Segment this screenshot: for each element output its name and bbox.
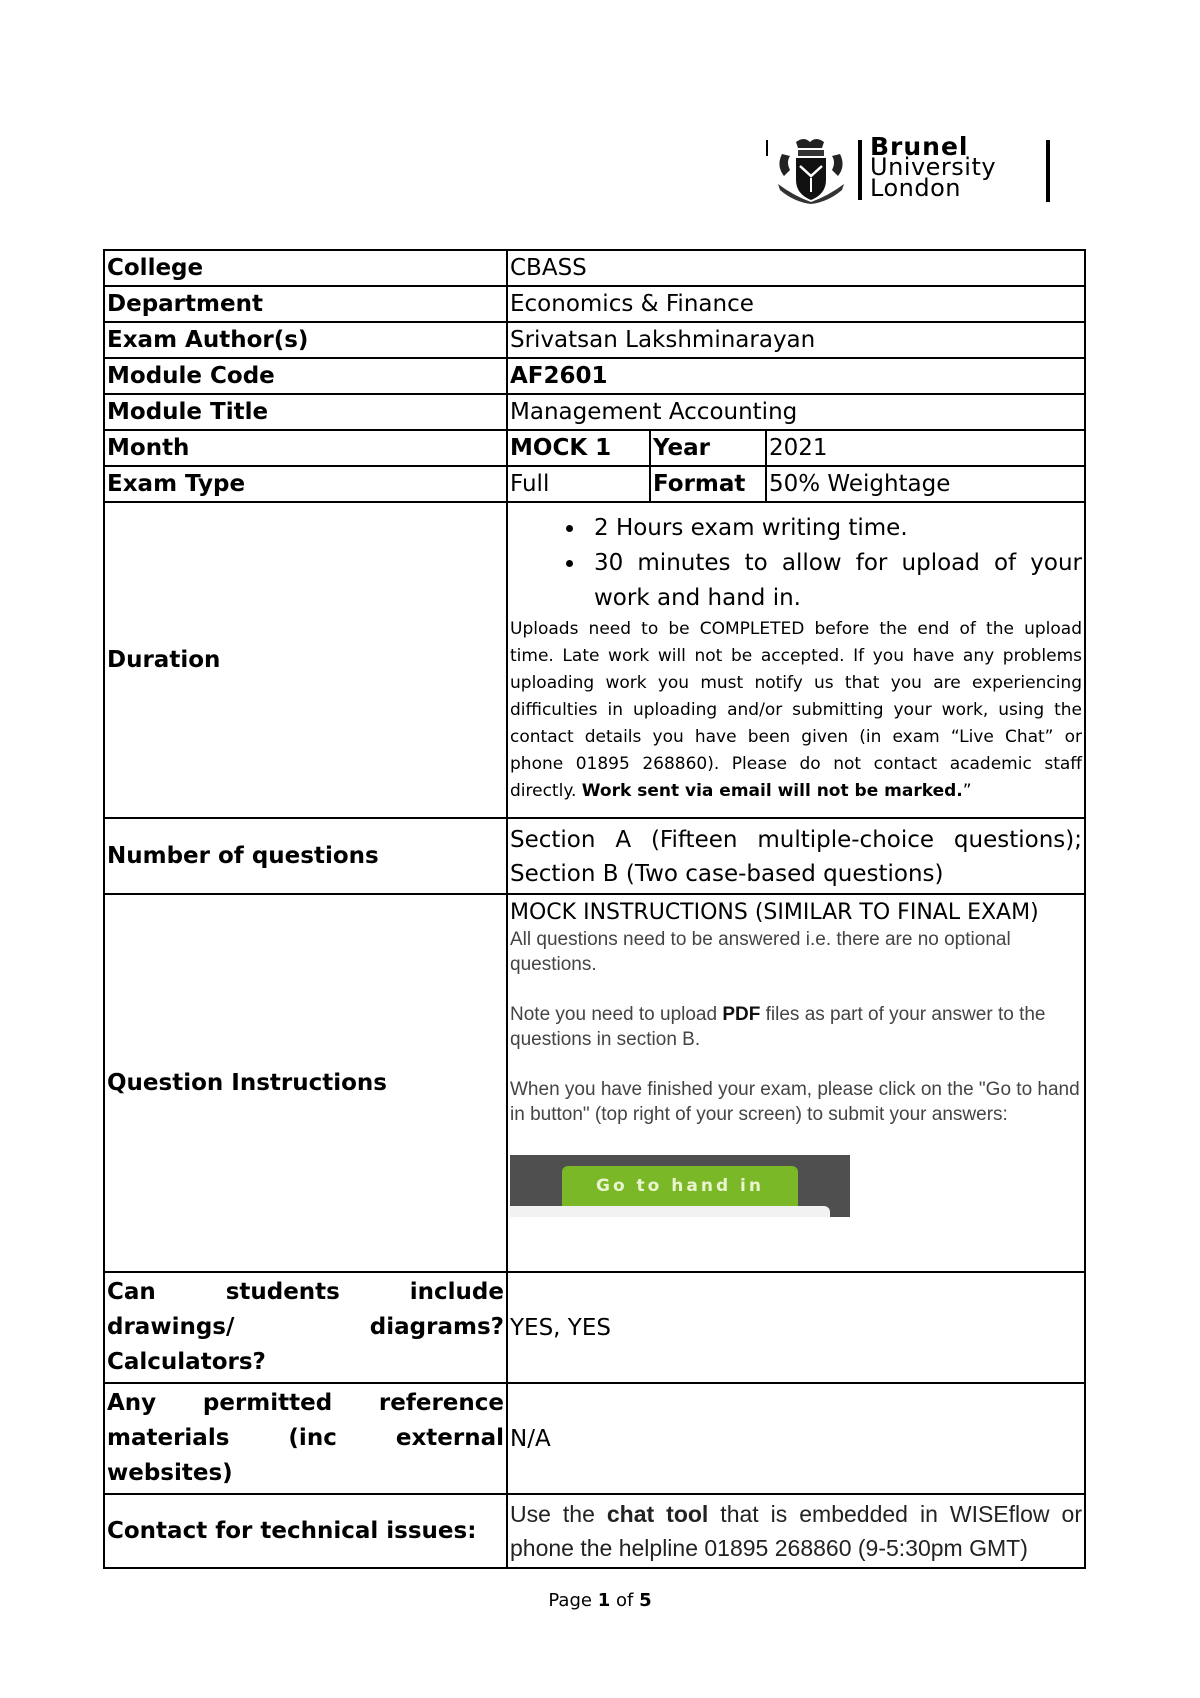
row-duration <box>104 502 1085 818</box>
duration-note-bold: Work sent via email will not be marked. <box>581 781 963 801</box>
footer-page-word: Page <box>548 1590 592 1611</box>
exam-details-table <box>103 249 1086 1569</box>
duration-bullet: • 2 Hours exam writing time. <box>586 511 1082 546</box>
drawings-value: YES, YES <box>507 1272 1085 1383</box>
department-value: Economics & Finance <box>507 286 1085 322</box>
instructions-p3: When you have finished your exam, please click on the "Go to hand in button" (top right of your screen) to submit your answers: <box>510 1079 1080 1125</box>
footer-of-word: of <box>615 1590 634 1611</box>
row-month <box>104 430 1085 466</box>
row-author <box>104 322 1085 358</box>
row-questions <box>104 818 1085 894</box>
duration-note <box>510 616 1082 805</box>
duration-label: Duration <box>104 502 507 818</box>
instructions-p2-pdf: PDF <box>722 1004 761 1025</box>
college-value: CBASS <box>507 250 1085 286</box>
contact-chat-tool: chat tool <box>606 1501 709 1527</box>
year-label: Year <box>650 430 766 466</box>
logo-brunel: Brunel <box>870 132 969 161</box>
duration-note-text: Uploads need to be COMPLETED before the end of the upload time. Late work will not be accepted. If you have any problems uploading work you must notify us that you are experiencing difficulties in uploading and/or submitting your work, using the contact details you have been given (in exam “Live Chat” or phone 01895 268860). Please do not contact academic staff directly. <box>510 619 1082 801</box>
instructions-label: Question Instructions <box>104 894 507 1272</box>
logo-university: University <box>870 153 997 181</box>
duration-note-end: ” <box>962 781 972 801</box>
row-contact <box>104 1494 1085 1568</box>
module-code-value: AF2601 <box>507 358 1085 394</box>
format-label: Format <box>650 466 766 502</box>
row-drawings <box>104 1272 1085 1383</box>
contact-label: Contact for technical issues: <box>104 1494 507 1568</box>
row-department <box>104 286 1085 322</box>
format-value: 50% Weightage <box>766 466 1085 502</box>
instructions-p2-c: files as part of your answer to the questions in section B. <box>510 1004 1046 1050</box>
contact-a: Use the <box>510 1501 607 1527</box>
instructions-cell <box>507 894 1085 1272</box>
contact-value <box>507 1494 1085 1568</box>
instructions-p2-a: Note you need to upload <box>510 1004 723 1025</box>
row-module-title <box>104 394 1085 430</box>
reference-value: N/A <box>507 1383 1085 1494</box>
reference-label: Any permitted reference materials (inc external websites) <box>104 1383 507 1494</box>
footer-page-num: 1 <box>597 1590 611 1611</box>
author-value: Srivatsan Lakshminarayan <box>507 322 1085 358</box>
row-module-code <box>104 358 1085 394</box>
exam-type-value: Full <box>507 466 650 502</box>
module-title-label: Module Title <box>104 394 507 430</box>
questions-label: Number of questions <box>104 818 507 894</box>
go-to-hand-in-button[interactable]: Go to hand in <box>562 1166 798 1206</box>
crest-icon <box>774 136 848 204</box>
duration-list <box>510 511 1082 616</box>
drawings-label: Can students include drawings/ diagrams? Calculators? <box>104 1272 507 1383</box>
brunel-logo <box>762 132 1062 208</box>
exam-type-label: Exam Type <box>104 466 507 502</box>
hand-in-screenshot <box>510 1155 850 1217</box>
logo-london: London <box>870 174 961 202</box>
instructions-p2 <box>510 1002 1082 1052</box>
duration-bullet: • 30 minutes to allow for upload of your work and hand in. <box>586 546 1082 616</box>
questions-value: Section A (Fifteen multiple-choice questions); Section B (Two case-based questions) <box>507 818 1085 894</box>
author-label: Exam Author(s) <box>104 322 507 358</box>
month-value: MOCK 1 <box>507 430 650 466</box>
department-label: Department <box>104 286 507 322</box>
college-label: College <box>104 250 507 286</box>
duration-cell <box>507 502 1085 818</box>
month-label: Month <box>104 430 507 466</box>
row-instructions <box>104 894 1085 1272</box>
row-exam-type <box>104 466 1085 502</box>
instructions-title: MOCK INSTRUCTIONS (SIMILAR TO FINAL EXAM) <box>510 900 1039 925</box>
row-reference <box>104 1383 1085 1494</box>
page-footer <box>0 1590 1200 1611</box>
instructions-body <box>510 927 1082 1127</box>
module-title-value: Management Accounting <box>507 394 1085 430</box>
row-college <box>104 250 1085 286</box>
instructions-p1: All questions need to be answered i.e. there are no optional questions. <box>510 929 1011 975</box>
module-code-label: Module Code <box>104 358 507 394</box>
footer-page-total: 5 <box>639 1590 652 1611</box>
year-value: 2021 <box>766 430 1085 466</box>
contact-c: that is embedded in WISEflow or phone the helpline 01895 268860 (9-5:30pm GMT) <box>510 1501 1082 1561</box>
